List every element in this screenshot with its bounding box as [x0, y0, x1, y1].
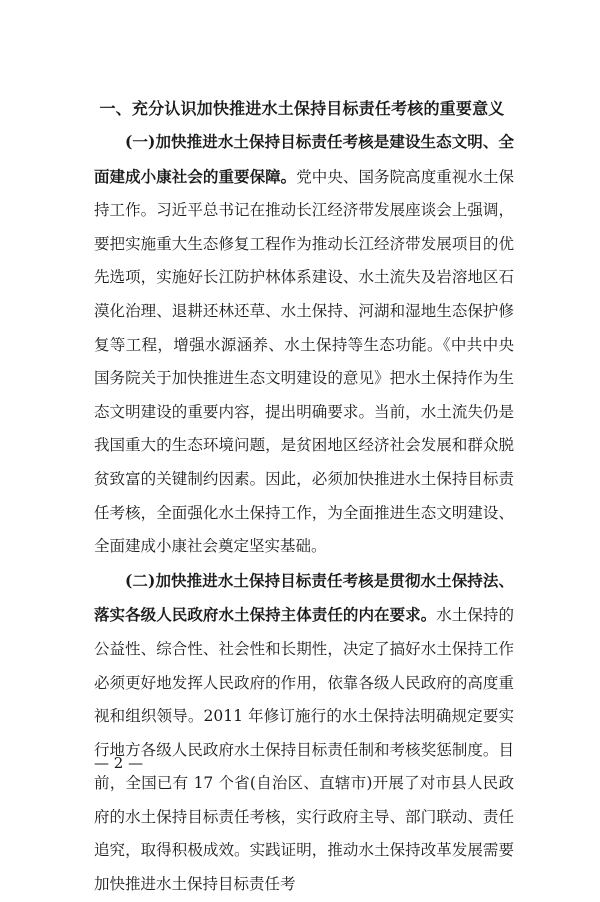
paragraph-1-text: 党中央、国务院高度重视水土保持工作。习近平总书记在推动长江经济带发展座谈会上强调，要把实施重大生态修复工程作为推动长江经济带发展项目的优先选项，实施好长江防护林体系建设、水土流失及岩溶地区石漠化治理、退耕还林还草、水土保持、河湖和湿地生态保护修复等工程，增强水源涵养、水土保持等生态功能。《中共中央国务院关于加快推进生态文明建设的意见》把水土保持作为生态文明建设的重要内容，提出明确要求。当前，水土流失仍是我国重大的生态环境问题，是贫困地区经济社会发展和群众脱贫致富的关键制约因素。因此，必须加快推进水土保持目标责任考核，全面强化水土保持工作，为全面推进生态文明建设、全面建成小康社会奠定坚实基础。 [94, 167, 514, 556]
section-heading: 一、充分认识加快推进水土保持目标责任考核的重要意义 [99, 99, 505, 118]
page-number: — 2 — [94, 754, 144, 772]
paragraph-2-text: 水土保持的公益性、综合性、社会性和长期性，决定了搞好水土保持工作必须更好地发挥人民政府的作用，依靠各级人民政府的高度重视和组织领导。2011 年修订施行的水土保持法明确规定要实行地方各级人民政府水土保持目标责任制和考核奖惩制度。目前，全国已有 17 个省(自治区、直辖市)开展了对市县人民政府的水土保持目标责任考核，实行政府主导、部门联动、责任追究，取得积极成效。实践证明，推动水土保持改革发展需要加快推进水土保持目标责任考 [94, 606, 514, 894]
paragraph-2-lead: (二)加快推进水土保持目标责任考核是贯彻水土保持法、落实各级人民政府水土保持主体责任的内在要求。 [94, 570, 514, 625]
paragraph-2 [94, 564, 514, 902]
body-text [94, 125, 514, 902]
paragraph-1 [94, 125, 514, 564]
paragraph-1-lead: (一)加快推进水土保持目标责任考核是建设生态文明、全面建成小康社会的重要保障。 [94, 132, 514, 186]
